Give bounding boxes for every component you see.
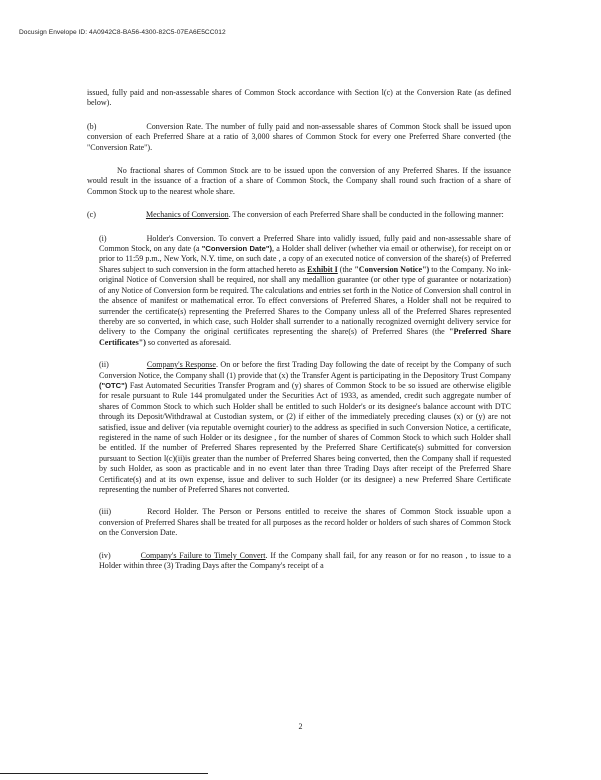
section-number: (iii) (99, 507, 112, 517)
paragraph-c-mechanics (87, 210, 511, 220)
section-text: , a Holder shall deliver (whether via email or otherwise), for receipt on or prior to 11:59 p.m., New York, N.Y. time, on such date , a copy of an executed notice of conversion of the share(s) of Preferred Shares subject to such conversion in the form attached hereto as (99, 244, 512, 274)
paragraph-iii-record-holder (99, 507, 511, 538)
section-text: to the Company. No ink-original Notice of Conversion shall be required, nor shall any medallion guarantee (or other type of guarantee or notarization) of any Notice of Conversion form be required. The calculations and entries set forth in the Notice of Conversion shall control in the absence of manifest or mathematical error. To effect conversions of Preferred Shares, a Holder shall not be required to surrender the certificate(s) representing the Preferred Shares to the Company unless all of the Preferred Shares represented thereby are so converted, in which case, such Holder shall surrender to a nationally recognized overnight delivery service for delivery to the Company the original certificates representing the share(s) of Preferred Shares (the (99, 264, 511, 337)
page-number: 2 (298, 722, 303, 731)
section-title: Conversion Rate. (146, 121, 204, 131)
section-text: . If the Company shall fail, for any reason or for no reason , to issue to a Holder within three (3) Trading Days after the Company's receipt of a (99, 550, 511, 571)
section-text: . On or before the first Trading Day following the date of receipt by the Company of such Conversion Notice, the Company shall (1) provide that (x) the Transfer Agent is participating in the Depository Trust Company (99, 360, 512, 380)
section-number: (i) (99, 233, 107, 243)
section-title: Company's Response (146, 360, 216, 370)
section-title: Holder's Conversion. (146, 233, 216, 243)
defined-term-conversion-notice: "Conversion Notice") (354, 264, 430, 274)
defined-term-conversion-date: "Conversion Date") (201, 244, 273, 254)
section-text: The number of fully paid and non-assessable shares of Common Stock shall be issued upon conversion of each Preferred Share at a ratio of 3,000 shares of Common Stock for every one Preferred Share converted (the "Conversion Rate"). (87, 121, 512, 152)
paragraph-conversion-rate-intro: issued, fully paid and non-assessable shares of Common Stock accordance with Section l(c) at the Conversion Rate (as defined below). (87, 88, 511, 108)
paragraph-ii-companys-response (99, 360, 511, 495)
section-text: so converted as aforesaid. (145, 337, 232, 347)
section-text: Fast Automated Securities Transfer Program and (y) shares of Common Stock to be so issued are otherwise eligible for resale pursuant to Rule 144 promulgated under the Securities Act of 1933, as amended, credit such aggregate number of shares of Common Stock to which such Holder shall be entitled to such Holder's or its designee's balance account with DTC through its Deposit/Withdrawal at Custodian system, or (2) if either of the immediately preceding clauses (x) or (y) are not satisfied, issue and deliver (via reputable overnight courier) to the address as specified in such Conversion Notice, a certificate, registered in the name of such Holder or its designee , for the number of shares of Common Stock to which such Holder shall be entitled. If the number of Preferred Shares represented by the Preferred Share Certificate(s) submitted for conversion pursuant to Section l(c)(ii)is greater than the number of Preferred Shares being converted, then the Company shall if requested by such Holder, as soon as practicable and in no event later than three Trading Days after receipt of the Preferred Share Certificate(s) and at its own expense, issue and deliver to such Holder (or its designee) a new Preferred Share Certificate representing the number of Preferred Shares not converted. (99, 380, 511, 494)
section-number: (ii) (99, 360, 109, 370)
section-title: Record Holder. (147, 507, 199, 517)
paragraph-i-holders-conversion (99, 234, 511, 348)
section-title: Company's Failure to Timely Convert (140, 550, 266, 560)
section-text: (the (337, 264, 355, 274)
section-number: (b) (87, 121, 97, 131)
section-text: To convert a Preferred Share into validly issued, fully paid and non-assessable share of Common Stock, on any date (a (99, 233, 511, 254)
paragraph-b-conversion-rate (87, 122, 511, 153)
defined-term-preferred-share-certificates: "Preferred Share Certificates") (99, 327, 511, 347)
defined-term-otc: ("OTC") (99, 380, 128, 390)
document-body (87, 88, 511, 571)
section-text: . The conversion of each Preferred Share shall be conducted in the following manner: (228, 210, 504, 220)
paragraph-fractional-shares: No fractional shares of Common Stock are to be issued upon the conversion of any Preferred Shares. If the issuance would result in the issuance of a fraction of a share of Common Stock, the Company shall round such fraction of a share of Common Stock up to the nearest whole share. (87, 166, 511, 196)
section-title: Mechanics of Conversion (145, 210, 229, 220)
section-number: (c) (87, 210, 96, 220)
exhibit-reference: Exhibit I (307, 264, 338, 274)
footer-rule (0, 773, 208, 774)
section-number: (iv) (99, 550, 111, 560)
paragraph-iv-failure-to-convert (99, 551, 511, 572)
docusign-envelope-id: Docusign Envelope ID: 4A0942C8-BA56-4300-82C5-07EA6E5CC012 (19, 29, 226, 36)
section-text: The Person or Persons entitled to receive the shares of Common Stock issuable upon a conversion of Preferred Shares shall be treated for all purposes as the record holder or holders of such shares of Common Stock on the Conversion Date. (99, 507, 511, 538)
